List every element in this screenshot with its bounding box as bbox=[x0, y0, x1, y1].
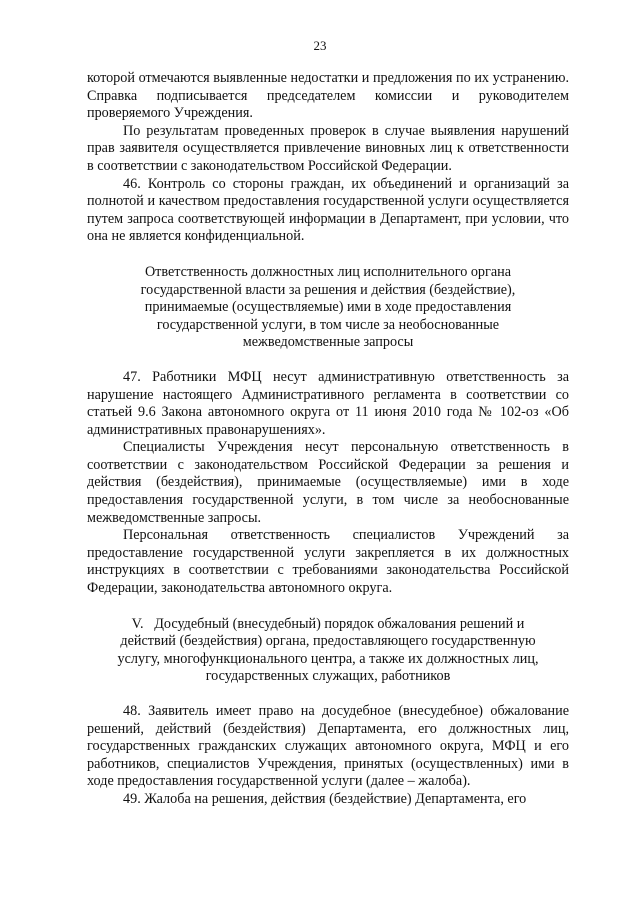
heading-line: принимаемые (осуществляемые) ими в ходе предоставления bbox=[144, 299, 512, 316]
document-body bbox=[87, 70, 569, 809]
heading-line: государственной услуги, в том числе за необоснованные bbox=[156, 316, 500, 333]
paragraph: Специалисты Учреждения несут персональную ответственность в соответствии с законодательством Российской Федерации за решения и действия (бездействия), принимаемые (осуществляемые) ими в ходе предоставления государственной услуги, в том числе за необоснованные межведомственные запросы. bbox=[87, 439, 569, 526]
heading-line: V. Досудебный (внесудебный) порядок обжалования решений и bbox=[131, 615, 525, 632]
paragraph: 49. Жалоба на решения, действия (бездействие) Департамента, его bbox=[123, 790, 527, 807]
section-heading-responsibility bbox=[87, 264, 569, 352]
paragraph: 47. Работники МФЦ несут административную ответственность за нарушение настоящего Административного регламента в соответствии со статьей 9.6 Закона автономного округа от 11 июня 2010 года № 102-оз «Об административных правонарушениях». bbox=[87, 368, 569, 438]
heading-line: межведомственные запросы bbox=[242, 334, 414, 351]
heading-line: государственной власти за решения и действия (бездействие), bbox=[140, 281, 516, 298]
heading-line: Ответственность должностных лиц исполнительного органа bbox=[144, 263, 512, 280]
section-heading-appeal bbox=[87, 616, 569, 686]
heading-line: государственных служащих, работников bbox=[205, 668, 451, 685]
paragraph: Персональная ответственность специалистов Учреждений за предоставление государственной услуги закрепляется в их должностных инструкциях в соответствии с требованиями законодательства Российской Федерации, законодательства автономного округа. bbox=[87, 527, 569, 597]
page-number: 23 bbox=[313, 38, 327, 53]
paragraph: 48. Заявитель имеет право на досудебное (внесудебное) обжалование решений, действий (бездействия) Департамента, его должностных лиц, государственных гражданских служащих автономного округа, МФЦ и его работников, специалистов Учреждения, принятых (осуществленных) ими в ходе предоставления государственной услуги (далее – жалоба). bbox=[87, 703, 569, 790]
paragraph: 46. Контроль со стороны граждан, их объединений и организаций за полнотой и качеством предоставления государственной услуги осуществляется путем запроса соответствующей информации в Департамент, при условии, что она не является конфиденциальной. bbox=[87, 175, 569, 245]
heading-line: услугу, многофункционального центра, а также их должностных лиц, bbox=[117, 650, 539, 667]
paragraph: По результатам проведенных проверок в случае выявления нарушений прав заявителя осуществляется привлечение виновных лиц к ответственности в соответствии с законодательством Российской Федерации. bbox=[87, 122, 569, 174]
heading-line: действий (бездействия) органа, предоставляющего государственную bbox=[120, 633, 536, 650]
paragraph: которой отмечаются выявленные недостатки и предложения по их устранению. Справка подписывается председателем комиссии и руководителем проверяемого Учреждения. bbox=[87, 70, 569, 122]
